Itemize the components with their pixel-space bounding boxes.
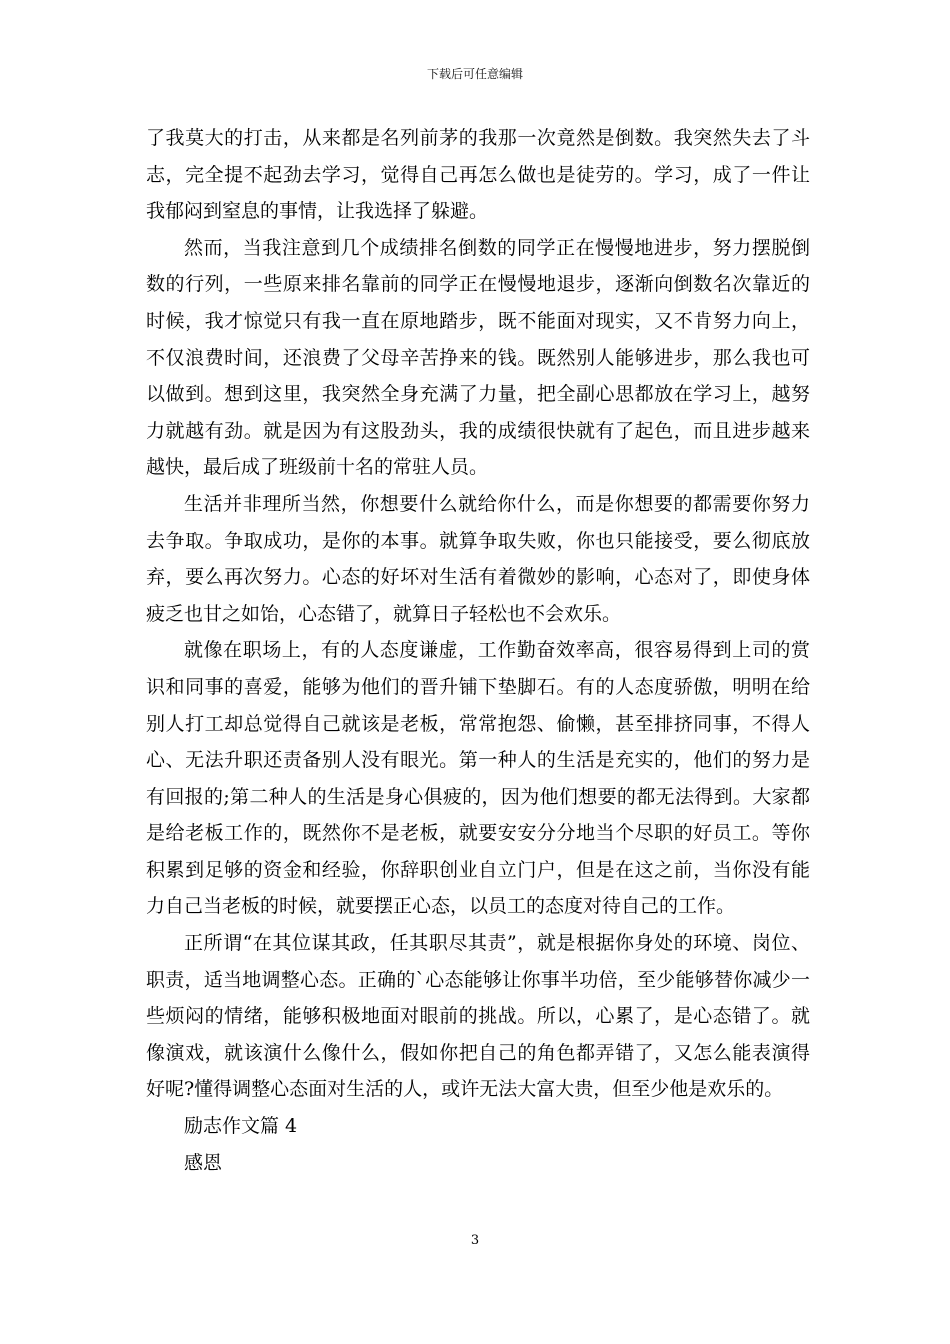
paragraph: 生活并非理所当然，你想要什么就给你什么，而是你想要的都需要你努力去争取。争取成功，是你的本事。就算争取失败，你也只能接受，要么彻底放弃，要么再次努力。心态的好坏对生活有着微妙的影响，心态对了，即使身体疲乏也甘之如饴，心态错了，就算日子轻松也不会欢乐。 bbox=[146, 492, 810, 625]
paragraph-continued: 了我莫大的打击，从来都是名列前茅的我那一次竟然是倒数。我突然失去了斗志，完全提不起劲去学习，觉得自己再怎么做也是徒劳的。学习，成了一件让我郁闷到窒息的事情，让我选择了躲避。 bbox=[146, 127, 810, 223]
paragraph: 就像在职场上，有的人态度谦虚，工作勤奋效率高，很容易得到上司的赏识和同事的喜爱，能够为他们的晋升铺下垫脚石。有的人态度骄傲，明明在给别人打工却总觉得自己就该是老板，常常抱怨、偷懒，甚至排挤同事，不得人心、无法升职还责备别人没有眼光。第一种人的生活是充实的，他们的努力是有回报的;第二种人的生活是身心俱疲的，因为他们想要的都无法得到。大家都是给老板工作的，既然你不是老板，就要安安分分地当个尽职的好员工。等你积累到足够的资金和经验，你辞职创业自立门户，但是在这之前，当你没有能力自己当老板的时候，就要摆正心态，以员工的态度对待自己的工作。 bbox=[146, 639, 810, 918]
essay-title: 感恩 bbox=[184, 1151, 223, 1174]
page-number: 3 bbox=[470, 1233, 480, 1248]
paragraph: 正所谓“在其位谋其政，任其职尽其责”，就是根据你身处的环境、岗位、职责，适当地调整心态。正确的`心态能够让你事半功倍，至少能够替你减少一些烦闷的情绪，能够积极地面对眼前的挑战。所以，心累了，是心态错了。就像演戏，就该演什么像什么，假如你把自己的角色都弄错了，又怎么能表演得好呢?懂得调整心态面对生活的人，或许无法大富大贵，但至少他是欢乐的。 bbox=[146, 932, 810, 1101]
paragraph: 然而，当我注意到几个成绩排名倒数的同学正在慢慢地进步，努力摆脱倒数的行列，一些原来排名靠前的同学正在慢慢地退步，逐渐向倒数名次靠近的时候，我才惊觉只有我一直在原地踏步，既不能面对现实，又不肯努力向上，不仅浪费时间，还浪费了父母辛苦挣来的钱。既然别人能够进步，那么我也可以做到。想到这里，我突然全身充满了力量，把全副心思都放在学习上，越努力就越有劲。就是因为有这股劲头，我的成绩很快就有了起色，而且进步越来越快，最后成了班级前十名的常驻人员。 bbox=[146, 236, 810, 479]
page-header: 下载后可任意编辑 bbox=[426, 67, 523, 81]
document-body bbox=[146, 120, 810, 1181]
section-heading: 励志作文篇 4 bbox=[184, 1115, 298, 1138]
